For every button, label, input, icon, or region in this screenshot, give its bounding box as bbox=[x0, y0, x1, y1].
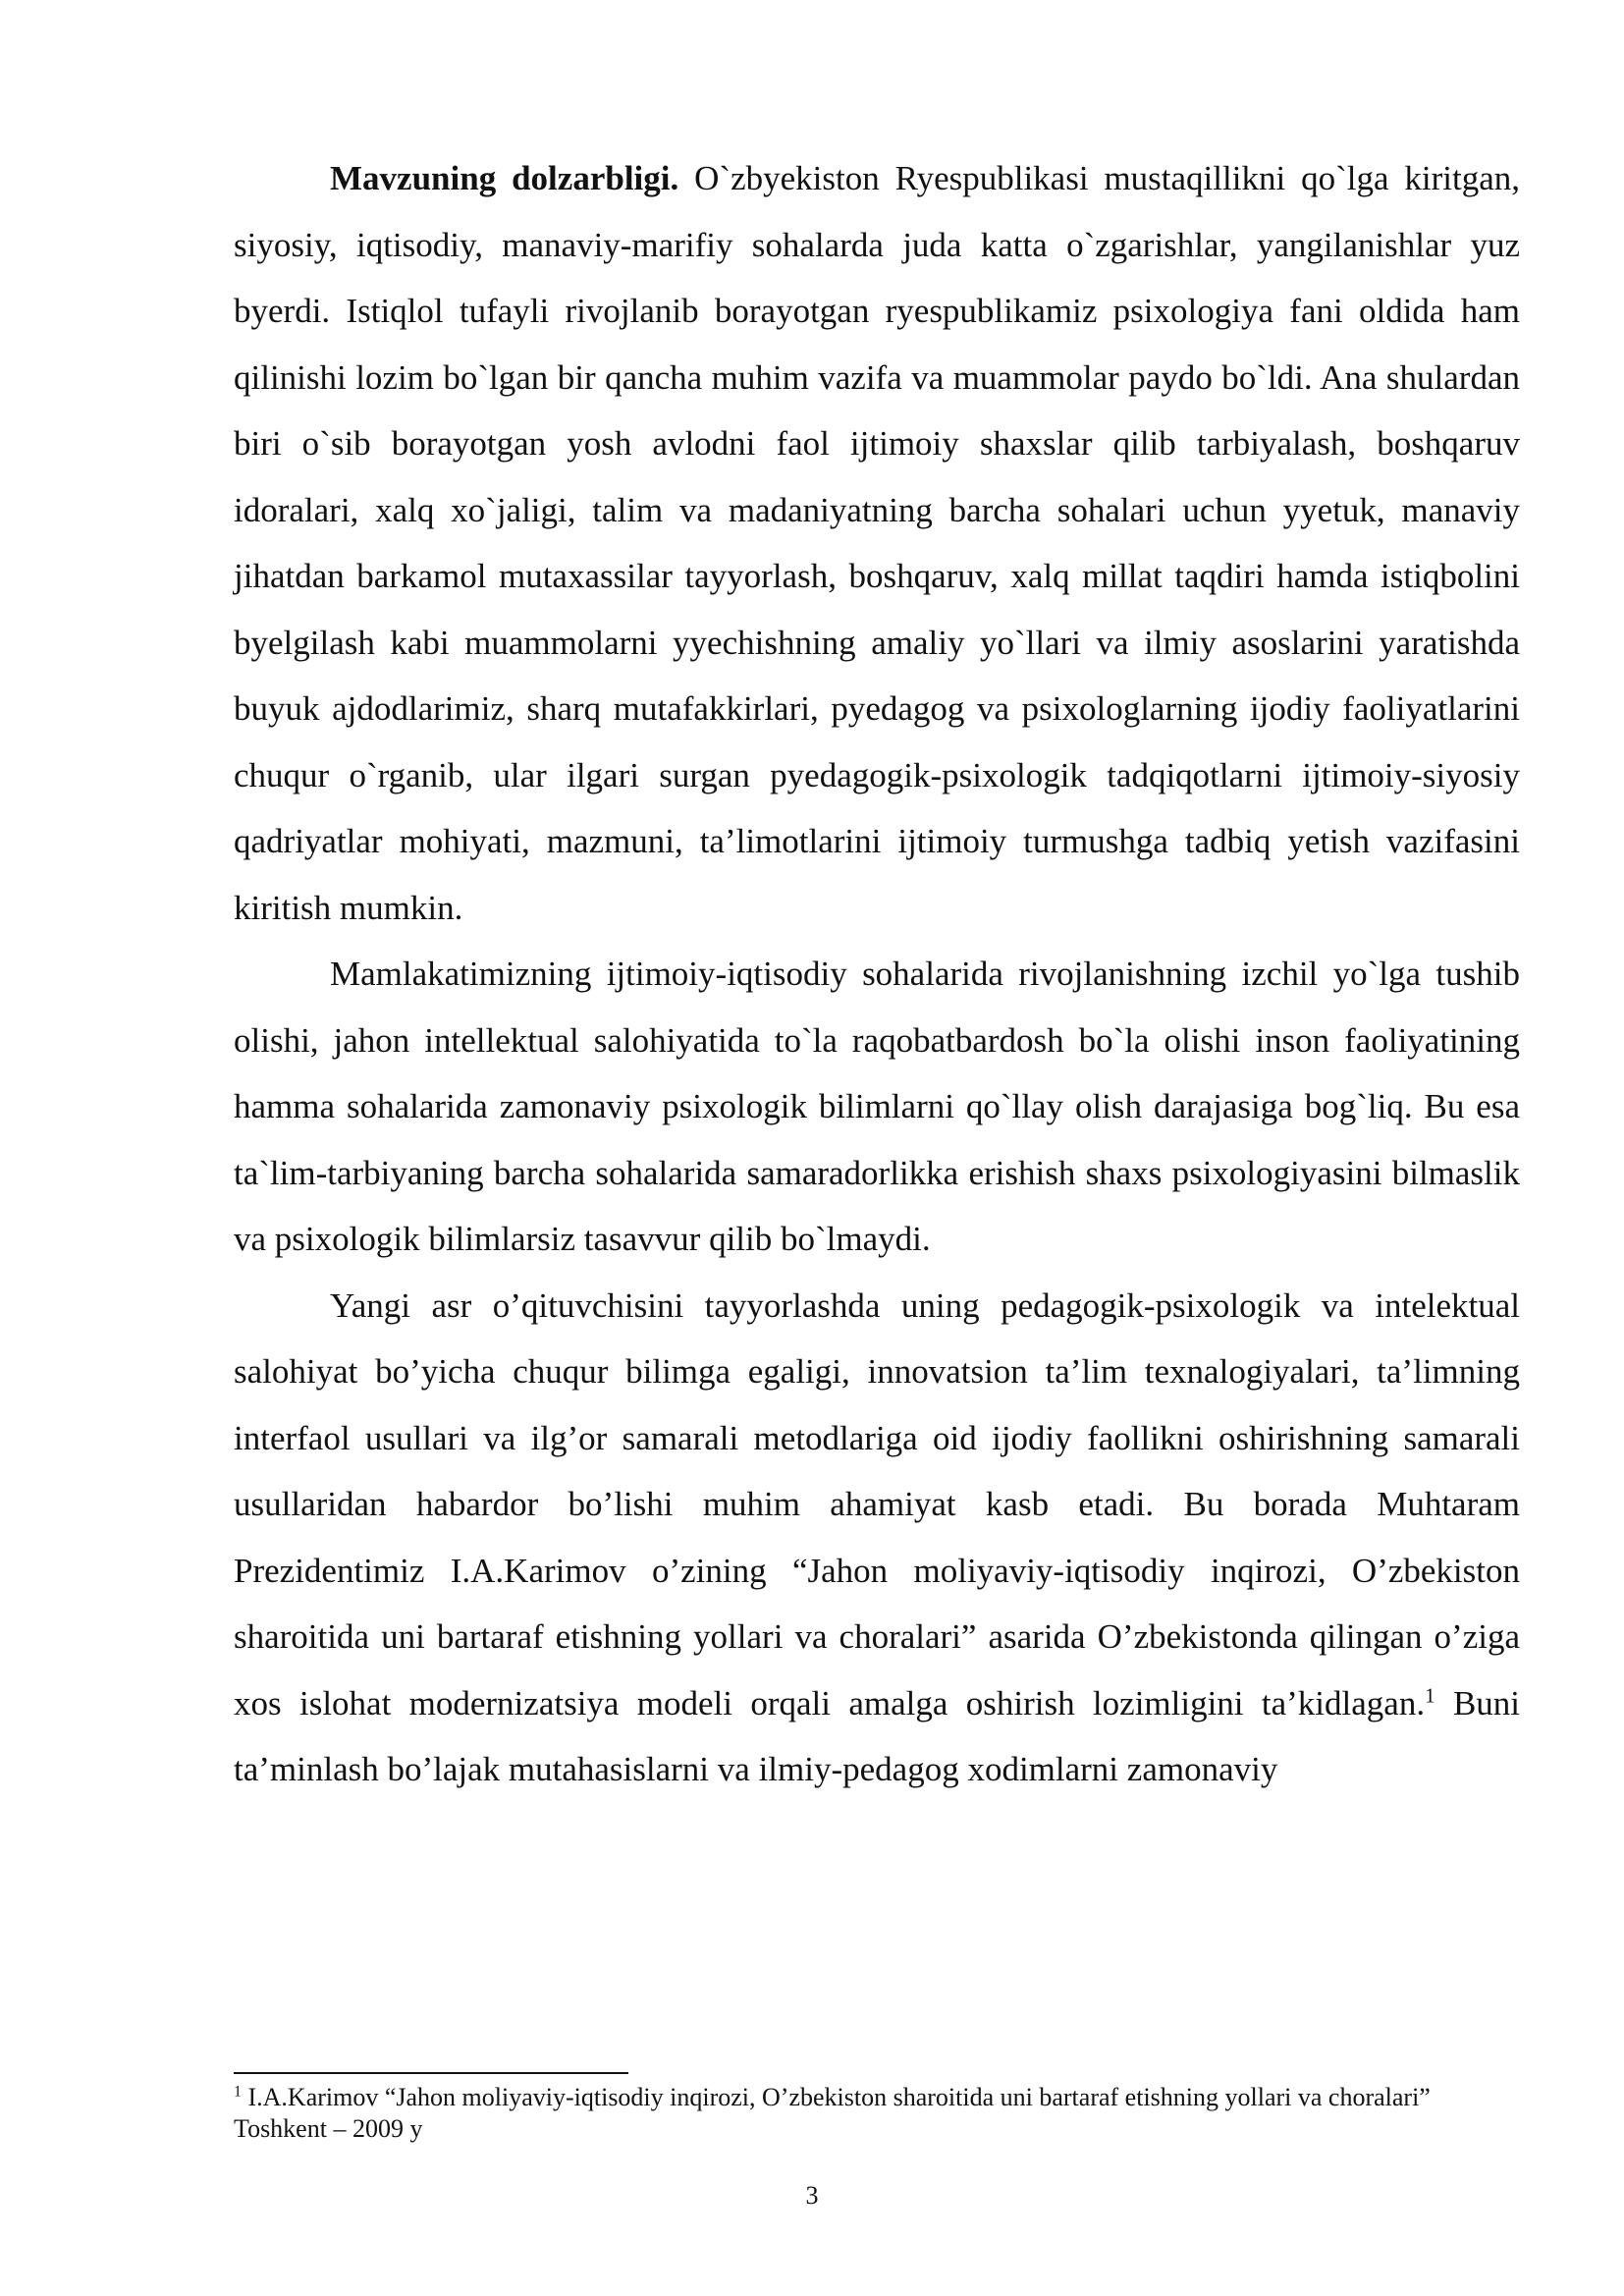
paragraph-1 bbox=[234, 145, 1520, 941]
paragraph-2-text: Mamlakatimizning ijtimoiy-iqtisodiy sohalarida rivojlanishning izchil yo`lga tushib olishi, jahon intellektual salohiyatida to`la raqobatbardosh bo`la olishi inson faoliyatining hamma sohalarida zamonaviy psixologik bilimlarni qo`llay olish darajasiga bog`liq. Bu esa ta`lim-tarbiyaning barcha sohalarida samaradorlikka erishish shaxs psixologiyasini bilmaslik va psixologik bilimlarsiz tasavvur qilib bo`lmaydi. bbox=[234, 955, 1520, 1258]
paragraph-3-continuation: Buni ta’minlash bo’lajak mutahasislarni va ilmiy-pedagog xodimlarni zamonaviy bbox=[234, 1683, 1521, 1788]
footnote-marker: 1 bbox=[234, 2083, 242, 2101]
footnote-text: I.A.Karimov “Jahon moliyaviy-iqtisodiy inqirozi, O’zbekiston sharoitida uni bartaraf etishning yollari va choralari” Toshkent – 2009 y bbox=[234, 2083, 1431, 2143]
footnote bbox=[234, 2082, 1520, 2145]
page-number: 3 bbox=[805, 2181, 819, 2210]
footnote-separator bbox=[234, 2072, 628, 2074]
paragraph-2 bbox=[234, 941, 1520, 1273]
paragraph-3 bbox=[234, 1273, 1520, 1803]
footnote-reference[interactable]: 1 bbox=[1425, 1682, 1435, 1707]
body-text bbox=[234, 145, 1520, 1803]
section-lead-heading: Mavzuning dolzarbligi. bbox=[330, 159, 679, 197]
paragraph-1-text: O`zbyekiston Ryespublikasi mustaqillikni qo`lga kiritgan, siyosiy, iqtisodiy, manaviy-marifiy sohalarda juda katta o`zgarishlar, yangilanishlar yuz byerdi. Istiqlol tufayli rivojlanib borayotgan ryespublikamiz psixologiya fani oldida ham qilinishi lozim bo`lgan bir qancha muhim vazifa va muammolar paydo bo`ldi. Ana shulardan biri o`sib borayotgan yosh avlodni faol ijtimoiy shaxslar qilib tarbiyalash, boshqaruv idoralari, xalq xo`jaligi, talim va madaniyatning barcha sohalari uchun yyetuk, manaviy jihatdan barkamol mutaxassilar tayyorlash, boshqaruv, xalq millat taqdiri hamda istiqbolini byelgilash kabi muammolarni yyechishning amaliy yo`llari va ilmiy asoslarini yaratishda buyuk ajdodlarimiz, sharq mutafakkirlari, pyedagog va psixologlarning ijodiy faoliyatlarini chuqur o`rganib, ular ilgari surgan pyedagogik-psixologik tadqiqotlarni ijtimoiy-siyosiy qadriyatlar mohiyati, mazmuni, ta’limotlarini ijtimoiy turmushga tadbiq yetish vazifasini kiritish mumkin. bbox=[234, 159, 1521, 927]
paragraph-3-text: Yangi asr o’qituvchisini tayyorlashda uning pedagogik-psixologik va intelektual salohiyat bo’yicha chuqur bilimga egaligi, innovatsion ta’lim texnalogiyalari, ta’limning interfaol usullari va ilg’or samarali metodlariga oid ijodiy faollikni oshirishning samarali usullaridan habardor bo’lishi muhim ahamiyat kasb etadi. Bu borada Muhtaram Prezidentimiz I.A.Karimov o’zining “Jahon moliyaviy-iqtisodiy inqirozi, O’zbekiston sharoitida uni bartaraf etishning yollari va choralari” asarida O’zbekistonda qilingan o’ziga xos islohat modernizatsiya modeli orqali amalga oshirish lozimligini ta’kidlagan. bbox=[234, 1285, 1520, 1722]
